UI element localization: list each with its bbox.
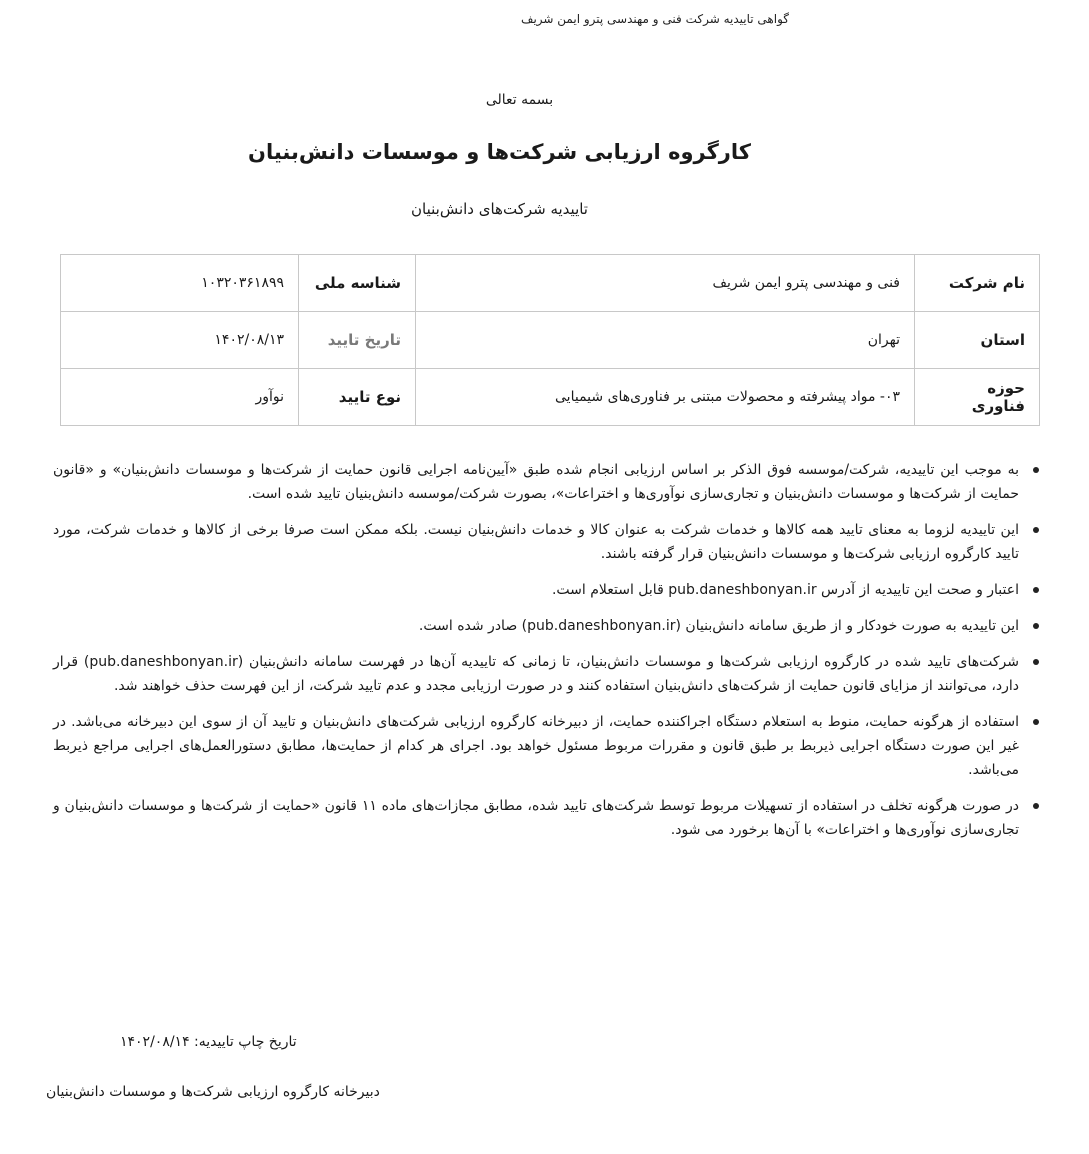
list-item: اعتبار و صحت این تاییدیه از آدرس pub.daneshbonyan.ir قابل استعلام است.	[53, 578, 1043, 602]
company-name-label: نام شرکت	[915, 255, 1040, 312]
company-info-table	[60, 254, 1040, 426]
list-item: در صورت هرگونه تخلف در استفاده از تسهیلات مربوط توسط شرکت‌های تایید شده، مطابق مجازات‌های ماده ۱۱ قانون «حمایت از شرکت‌ها و موسسات دانش‌بنیان و تجاری‌سازی نوآوری‌ها و اختراعات» با آن‌ها برخورد می شود.	[53, 794, 1043, 842]
province-label: استان	[915, 312, 1040, 369]
page-subtitle: تاییدیه شرکت‌های دانش‌بنیان	[411, 200, 588, 218]
approval-type-label: نوع تایید	[299, 369, 416, 426]
tech-field-value: ۰۳- مواد پیشرفته و محصولات مبتنی بر فناوری‌های شیمیایی	[416, 369, 915, 426]
bismillah: بسمه تعالی	[485, 92, 554, 108]
company-name-value: فنی و مهندسی پترو ایمن شریف	[416, 255, 915, 312]
list-item: این تاییدیه به صورت خودکار و از طریق سامانه دانش‌بنیان (pub.daneshbonyan.ir) صادر شده است.	[53, 614, 1043, 638]
terms-list	[53, 458, 1043, 854]
list-item: این تاییدیه لزوما به معنای تایید همه کالاها و خدمات شرکت به عنوان کالا و خدمات دانش‌بنیان نیست. بلکه ممکن است صرفا برخی از کالاها و خدمات شرکت، مورد تایید کارگروه ارزیابی شرکت‌ها و موسسات دانش‌بنیان قرار گرفته باشند.	[53, 518, 1043, 566]
table-row	[61, 369, 1040, 426]
list-item: شرکت‌های تایید شده در کارگروه ارزیابی شرکت‌ها و موسسات دانش‌بنیان، تا زمانی که تاییدیه آن‌ها در فهرست سامانه دانش‌بنیان (pub.daneshbonyan.ir) قرار دارد، می‌توانند از مزایای قانون حمایت از شرکت‌های دانش‌بنیان استفاده کنند و در صورت ارزیابی مجدد و عدم تایید شرکت، از این فهرست حذف خواهند شد.	[53, 650, 1043, 698]
province-value: تهران	[416, 312, 915, 369]
approval-date-label: تاریخ تایید	[299, 312, 416, 369]
page-title: کارگروه ارزیابی شرکت‌ها و موسسات دانش‌بنیان	[248, 140, 751, 164]
approval-type-value: نوآور	[61, 369, 299, 426]
national-id-label: شناسه ملی	[299, 255, 416, 312]
national-id-value: ۱۰۳۲۰۳۶۱۸۹۹	[61, 255, 299, 312]
list-item: به موجب این تاییدیه، شرکت/موسسه فوق الذکر بر اساس ارزیابی انجام شده طبق «آیین‌نامه اجرایی قانون حمایت از شرکت‌ها و موسسات دانش‌بنیان» و «قانون حمایت از شرکت‌ها و موسسات دانش‌بنیان و تجاری‌سازی نوآوری‌ها و اختراعات»، بصورت شرکت/موسسه دانش‌بنیان تایید شده است.	[53, 458, 1043, 506]
print-date: تاریخ چاپ تاییدیه: ۱۴۰۲/۰۸/۱۴	[120, 1034, 297, 1050]
tech-field-label: حوزه فناوری	[915, 369, 1040, 426]
list-item: استفاده از هرگونه حمایت، منوط به استعلام دستگاه اجراکننده حمایت، از دبیرخانه کارگروه ارزیابی شرکت‌های دانش‌بنیان و تایید آن از سوی این دبیرخانه می‌باشد. در غیر این صورت دستگاه اجرایی ذیربط بر طبق قانون و مقررات مربوط مسئول خواهد بود. اجرای هر کدام از حمایت‌ها، مطابق دستورالعمل‌های اجرایی مراجع ذیربط می‌باشد.	[53, 710, 1043, 782]
table-row	[61, 255, 1040, 312]
approval-date-value: ۱۴۰۲/۰۸/۱۳	[61, 312, 299, 369]
footer-secretariat: دبیرخانه کارگروه ارزیابی شرکت‌ها و موسسات دانش‌بنیان	[46, 1084, 380, 1100]
header-note: گواهی تاییدیه شرکت فنی و مهندسی پترو ایمن شریف	[521, 12, 789, 26]
table-row	[61, 312, 1040, 369]
